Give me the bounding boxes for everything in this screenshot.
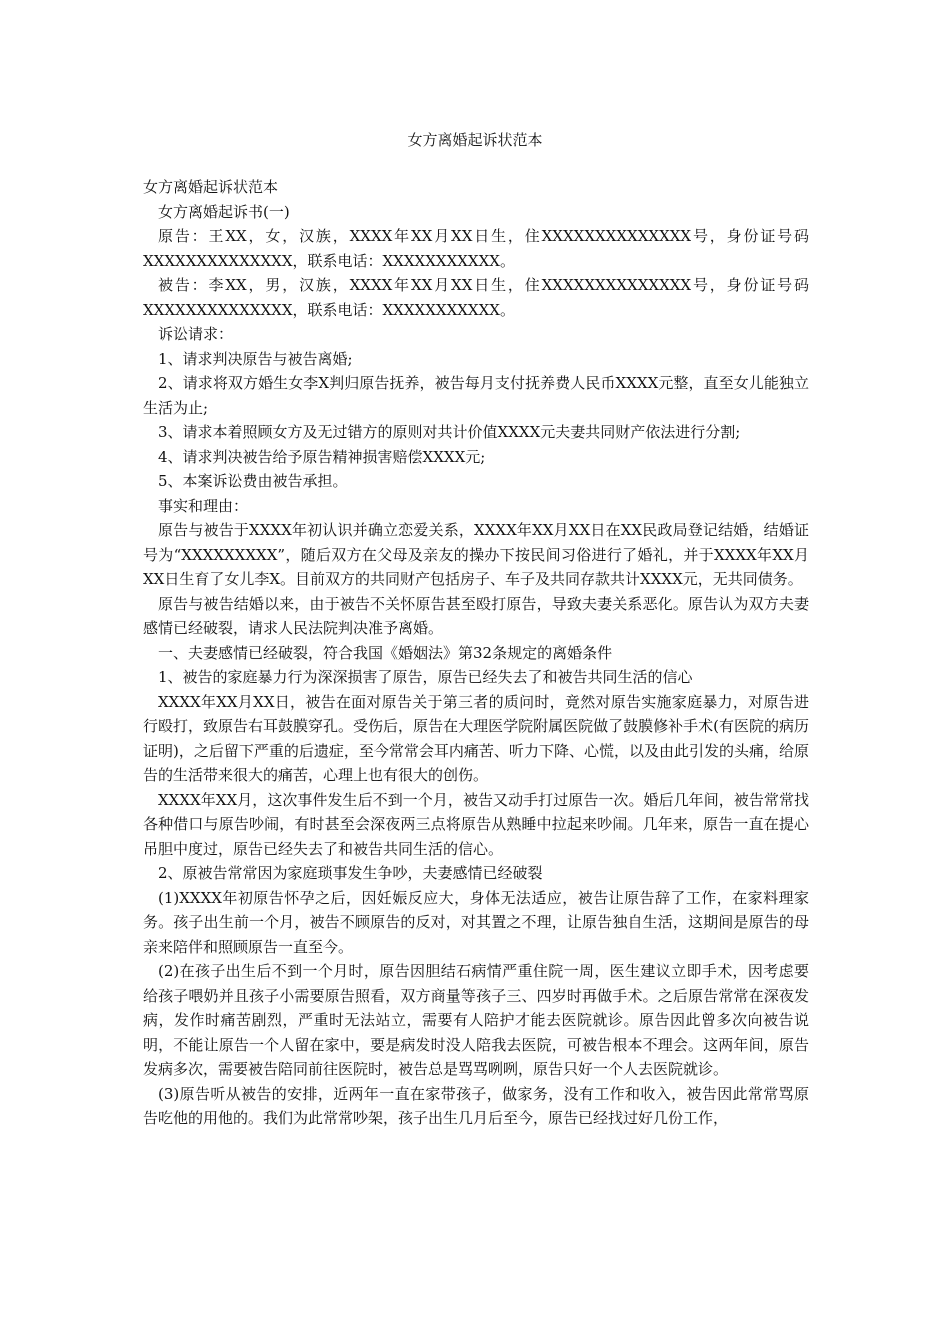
body-paragraph: 4、请求判决被告给予原告精神损害赔偿XXXX元; — [158, 447, 486, 466]
body-paragraph: 1、请求判决原告与被告离婚; — [158, 349, 353, 368]
body-paragraph: 3、请求本着照顾女方及无过错方的原则对共计价值XXXX元夫妻共同财产依法进行分割; — [158, 423, 741, 441]
body-paragraph: XXXX年XX月XX日，被告在面对原告关于第三者的质问时，竟然对原告实施家庭暴力，对原告进行殴打，致原告右耳鼓膜穿孔。受伤后，原告在大理医学院附属医院做了鼓膜修补手术(有医院的病历证明)，之后留下严重的后遗症，至今常常会耳内痛苦、听力下降、心慌，以及由此引发的头痛，给原告的生活带来很大的痛苦，心理上也有很大的创伤。 — [143, 692, 809, 784]
body-paragraph: 5、本案诉讼费由被告承担。 — [158, 472, 348, 490]
body-paragraph: (1)XXXX年初原告怀孕之后，因妊娠反应大，身体无法适应，被告让原告辞了工作，在家料理家务。孩子出生前一个月，被告不顾原告的反对，对其置之不理，让原告独自生活，这期间是原告的母亲来陪伴和照顾原告一直至今。 — [143, 888, 809, 956]
body-paragraph: 原告与被告于XXXX年初认识并确立恋爱关系，XXXX年XX月XX日在XX民政局登记结婚，结婚证号为“XXXXXXXXX”，随后双方在父母及亲友的操办下按民间习俗进行了婚礼，并于XXXX年XX月XX日生育了女儿李X。目前双方的共同财产包括房子、车子及共同存款共计XXXX元，无共同债务。 — [143, 521, 809, 588]
body-paragraph: 被告：李XX，男，汉族，XXXX年XX月XX日生，住XXXXXXXXXXXXXX号，身份证号码XXXXXXXXXXXXXX，联系电话：XXXXXXXXXXX。 — [143, 276, 809, 319]
body-paragraph: (2)在孩子出生后不到一个月时，原告因胆结石病情严重住院一周，医生建议立即手术，因考虑要给孩子喂奶并且孩子小需要原告照看，双方商量等孩子三、四岁时再做手术。之后原告常常在深夜发病，发作时痛苦剧烈，严重时无法站立，需要有人陪护才能去医院就诊。原告因此曾多次向被告说明，不能让原告一个人留在家中，要是病发时没人陪我去医院，可被告根本不理会。这两年间，原告发病多次，需要被告陪同前往医院时，被告总是骂骂咧咧，原告只好一个人去医院就诊。 — [143, 962, 809, 1078]
body-paragraph: 一、夫妻感情已经破裂，符合我国《婚姻法》第32条规定的离婚条件 — [158, 643, 613, 662]
body-paragraph: 诉讼请求： — [158, 325, 234, 343]
body-paragraph: 原告与被告结婚以来，由于被告不关怀原告甚至殴打原告，导致夫妻关系恶化。原告认为双方夫妻感情已经破裂，请求人民法院判决准予离婚。 — [143, 594, 809, 637]
body-paragraph: (3)原告听从被告的安排，近两年一直在家带孩子，做家务，没有工作和收入，被告因此常常骂原告吃他的用他的。我们为此常常吵架，孩子出生几月后至今，原告已经找过好几份工作， — [143, 1084, 809, 1127]
body-paragraph: 女方离婚起诉书(一) — [158, 202, 290, 221]
body-paragraph: 原告：王XX，女，汉族，XXXX年XX月XX日生，住XXXXXXXXXXXXXX号，身份证号码XXXXXXXXXXXXXX，联系电话：XXXXXXXXXXX。 — [143, 227, 809, 270]
body-paragraph: 事实和理由： — [158, 496, 249, 515]
document-title: 女方离婚起诉状范本 — [407, 131, 543, 149]
body-paragraph: 女方离婚起诉状范本 — [143, 178, 279, 196]
body-paragraph: XXXX年XX月，这次事件发生后不到一个月，被告又动手打过原告一次。婚后几年间，被告常常找各种借口与原告吵闹，有时甚至会深夜两三点将原告从熟睡中拉起来吵闹。几年来，原告一直在提心吊胆中度过，原告已经失去了和被告共同生活的信心。 — [143, 790, 809, 858]
body-paragraph: 1、被告的家庭暴力行为深深损害了原告，原告已经失去了和被告共同生活的信心 — [158, 668, 693, 686]
body-paragraph: 2、原被告常常因为家庭琐事发生争吵，夫妻感情已经破裂 — [158, 864, 543, 882]
body-paragraph: 2、请求将双方婚生女李X判归原告抚养，被告每月支付抚养费人民币XXXX元整，直至女儿能独立生活为止; — [143, 374, 809, 417]
document-body — [143, 175, 809, 1131]
